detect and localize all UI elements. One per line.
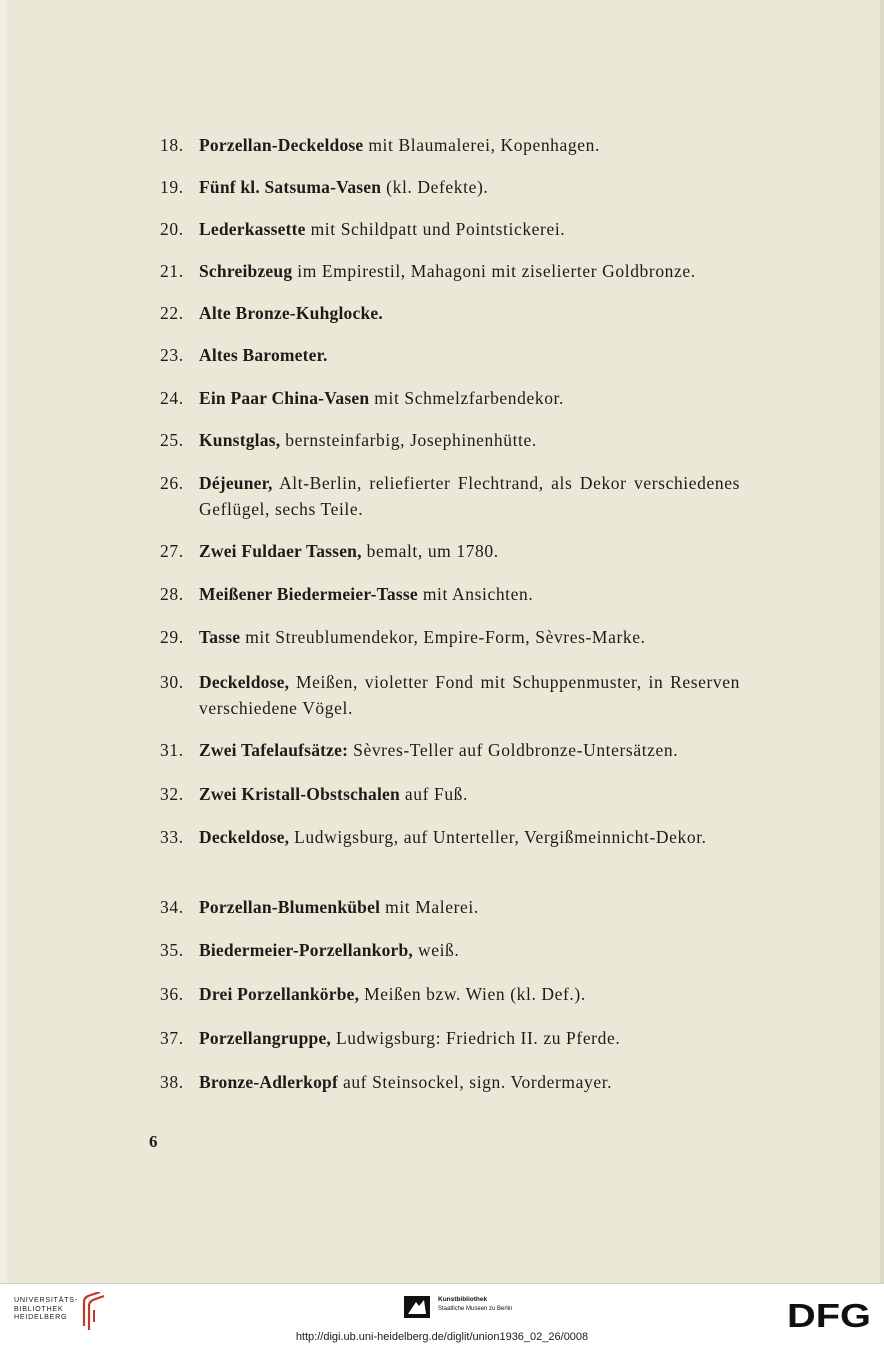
catalog-entry-30 (160, 669, 740, 721)
entry-number: 26. (160, 473, 184, 493)
entry-number: 20. (160, 219, 184, 239)
entry-number: 18. (160, 135, 184, 155)
entry-title: Deckeldose, (199, 827, 290, 847)
entry-number: 28. (160, 584, 184, 604)
catalog-entry-31 (160, 737, 740, 763)
catalog-entry-29 (160, 624, 740, 650)
entry-number: 19. (160, 177, 184, 197)
catalog-entry-33 (160, 824, 740, 850)
entry-title: Deckeldose, (199, 672, 290, 692)
catalog-entry-36 (160, 981, 740, 1007)
kunstbibliothek-emblem-icon (404, 1296, 430, 1318)
entry-title: Porzellan-Deckeldose (199, 135, 364, 155)
entry-title: Tasse (199, 627, 241, 647)
entry-number: 33. (160, 827, 184, 847)
entry-description: mit Ansichten. (417, 584, 534, 604)
entry-title: Ein Paar China-Vasen (199, 388, 370, 408)
heidelberg-university-library-logo[interactable] (14, 1294, 134, 1334)
entry-title: Déjeuner, (199, 473, 273, 493)
entry-description: bernsteinfarbig, Josephinenhütte. (280, 430, 537, 450)
entry-title: Altes Barometer. (199, 345, 328, 365)
catalog-entry-37 (160, 1025, 740, 1051)
entry-number: 36. (160, 984, 184, 1004)
catalog-entry-24 (160, 385, 740, 411)
entry-number: 25. (160, 430, 184, 450)
catalog-entry-20 (160, 216, 740, 242)
entry-title: Fünf kl. Satsuma-Vasen (199, 177, 382, 197)
entry-number: 34. (160, 897, 184, 917)
catalog-entry-21 (160, 258, 740, 284)
entry-number: 31. (160, 740, 184, 760)
entry-description: Meißen, violetter Fond mit Schuppenmuster, in Reserven verschiedene Vögel. (199, 672, 740, 718)
entry-number: 24. (160, 388, 184, 408)
entry-title: Lederkassette (199, 219, 306, 239)
catalog-entry-27 (160, 538, 740, 564)
entry-title: Biedermeier-Porzellankorb, (199, 940, 413, 960)
entry-description: mit Streublumendekor, Empire-Form, Sèvres-Marke. (240, 627, 646, 647)
entry-number: 27. (160, 541, 184, 561)
kunstbibliothek-title: Kunstbibliothek (438, 1296, 488, 1303)
entry-number: 35. (160, 940, 184, 960)
permalink-url[interactable]: http://digi.ub.uni-heidelberg.de/diglit/union1936_02_26/0008 (295, 1331, 589, 1343)
entry-number: 37. (160, 1028, 184, 1048)
dfg-logo[interactable] (787, 1298, 871, 1330)
entry-number: 30. (160, 672, 184, 692)
entry-number: 29. (160, 627, 184, 647)
entry-description: Meißen bzw. Wien (kl. Def.). (359, 984, 586, 1004)
entry-title: Meißener Biedermeier-Tasse (199, 584, 418, 604)
entry-description: auf Fuß. (399, 784, 469, 804)
entry-title: Porzellan-Blumenkübel (199, 897, 381, 917)
entry-title: Zwei Kristall-Obstschalen (199, 784, 400, 804)
entry-description: Ludwigsburg, auf Unterteller, Vergißmeinnicht-Dekor. (289, 827, 707, 847)
entry-description: auf Steinsockel, sign. Vordermayer. (337, 1072, 613, 1092)
library-emblem-icon (78, 1292, 106, 1332)
catalog-entry-32 (160, 781, 740, 807)
page-number: 6 (149, 1132, 158, 1151)
kunstbibliothek-logo[interactable] (404, 1292, 564, 1326)
catalog-entry-34 (160, 894, 740, 920)
catalog-entry-19 (160, 174, 740, 200)
entry-number: 23. (160, 345, 184, 365)
entry-title: Porzellangruppe, (199, 1028, 332, 1048)
entry-title: Zwei Fuldaer Tassen, (199, 541, 362, 561)
entry-description: Alt-Berlin, reliefierter Flechtrand, als Dekor verschiedenes Geflügel, sechs Teile. (199, 473, 740, 519)
entry-title: Alte Bronze-Kuhglocke. (199, 303, 383, 323)
catalog-entry-26 (160, 470, 740, 522)
catalog-entry-25 (160, 427, 740, 453)
university-name: UNIVERSITÄTS- BIBLIOTHEK HEIDELBERG (14, 1295, 78, 1322)
catalog-entry-23 (160, 342, 740, 368)
dfg-logo-text: DFG (787, 1298, 871, 1330)
entry-title: Kunstglas, (199, 430, 281, 450)
catalog-entry-35 (160, 937, 740, 963)
entry-title: Drei Porzellankörbe, (199, 984, 360, 1004)
entry-description: mit Malerei. (380, 897, 479, 917)
entry-title: Schreibzeug (199, 261, 293, 281)
entry-description: im Empirestil, Mahagoni mit ziselierter Goldbronze. (292, 261, 696, 281)
catalog-entry-28 (160, 581, 740, 607)
entry-number: 22. (160, 303, 184, 323)
entry-description: Ludwigsburg: Friedrich II. zu Pferde. (331, 1028, 621, 1048)
kunstbibliothek-subtitle: Staatliche Museen zu Berlin (438, 1306, 513, 1312)
catalog-entry-38 (160, 1069, 740, 1095)
entry-number: 38. (160, 1072, 184, 1092)
entry-description: mit Schmelzfarbendekor. (369, 388, 564, 408)
entry-title: Bronze-Adlerkopf (199, 1072, 338, 1092)
entry-description: mit Blaumalerei, Kopenhagen. (363, 135, 600, 155)
entry-description: weiß. (413, 940, 460, 960)
entry-number: 32. (160, 784, 184, 804)
entry-title: Zwei Tafelaufsätze: (199, 740, 349, 760)
entry-number: 21. (160, 261, 184, 281)
entry-description: (kl. Defekte). (381, 177, 489, 197)
catalog-entry-18 (160, 132, 740, 158)
entry-description: bemalt, um 1780. (361, 541, 499, 561)
entry-description: mit Schildpatt und Pointstickerei. (305, 219, 566, 239)
catalog-entry-22 (160, 300, 740, 326)
entry-description: Sèvres-Teller auf Goldbronze-Untersätzen. (348, 740, 679, 760)
